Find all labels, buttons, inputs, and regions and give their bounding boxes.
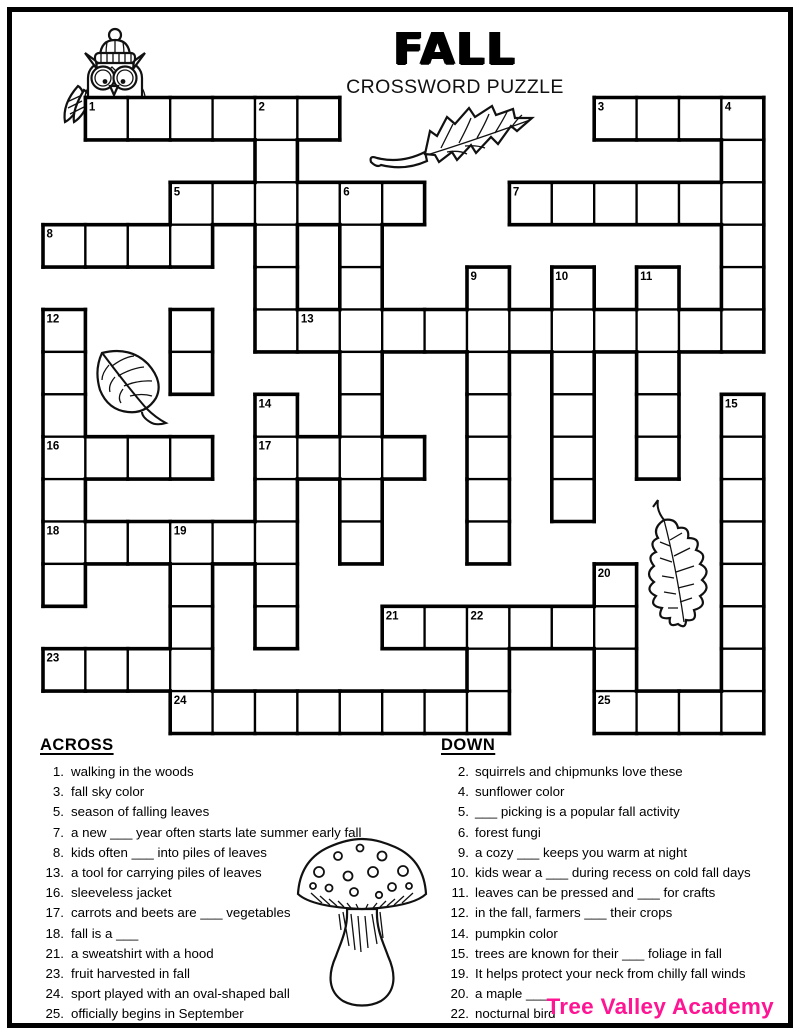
clue-text: pumpkin color xyxy=(475,925,558,941)
grid-cell[interactable] xyxy=(679,98,721,140)
grid-cell[interactable] xyxy=(255,182,297,224)
grid-cell[interactable] xyxy=(594,310,636,352)
grid-cell[interactable] xyxy=(637,437,679,479)
grid-cell[interactable] xyxy=(467,522,509,564)
clue-text: fall is a ___ xyxy=(71,925,139,941)
grid-cell[interactable] xyxy=(170,564,212,606)
clue-text: in the fall, farmers ___ their crops xyxy=(475,905,673,921)
clue-item xyxy=(441,863,791,883)
clue-item xyxy=(40,964,440,984)
clue-number: 17. xyxy=(45,905,64,921)
grid-cell[interactable] xyxy=(128,98,170,140)
cell-number: 5 xyxy=(173,186,181,199)
clue-text: sleeveless jacket xyxy=(71,885,172,901)
clue-text: carrots and beets are ___ vegetables xyxy=(71,905,291,921)
clue-number: 3. xyxy=(52,784,64,800)
cell-number: 4 xyxy=(724,101,732,114)
grid-cell[interactable] xyxy=(255,310,297,352)
cell-number: 23 xyxy=(46,652,60,665)
clue-item xyxy=(40,823,440,843)
clue-number: 21. xyxy=(45,945,64,961)
grid-cell[interactable] xyxy=(85,437,127,479)
grid-cell[interactable] xyxy=(128,225,170,267)
clue-item xyxy=(441,802,791,822)
clue-item xyxy=(40,883,440,903)
grid-cell[interactable] xyxy=(255,267,297,309)
grid-cell[interactable] xyxy=(340,394,382,436)
clue-item xyxy=(441,782,791,802)
clue-number: 13. xyxy=(45,865,64,881)
cell-number: 21 xyxy=(385,610,399,623)
grid-cell[interactable] xyxy=(382,437,424,479)
grid-cell[interactable] xyxy=(721,649,763,691)
grid-cell[interactable] xyxy=(721,267,763,309)
cell-number: 8 xyxy=(46,228,53,241)
clue-item xyxy=(441,944,791,964)
page-title: FALL xyxy=(393,24,517,75)
cell-number: 11 xyxy=(640,271,653,284)
clue-number: 24. xyxy=(45,986,64,1002)
clue-item xyxy=(40,843,440,863)
cell-number: 18 xyxy=(46,525,60,538)
grid-cell[interactable] xyxy=(255,564,297,606)
clue-text: nocturnal bird xyxy=(475,1006,556,1022)
grid-cell[interactable] xyxy=(340,267,382,309)
grid-cell[interactable] xyxy=(340,691,382,733)
clue-item xyxy=(441,964,791,984)
grid-cell[interactable] xyxy=(85,225,127,267)
grid-cell[interactable] xyxy=(255,691,297,733)
grid-cell[interactable] xyxy=(170,225,212,267)
clue-item xyxy=(441,762,791,782)
grid-cell[interactable] xyxy=(297,182,339,224)
grid-cell[interactable] xyxy=(509,606,551,648)
clue-text: a sweatshirt with a hood xyxy=(71,945,214,961)
grid-cell[interactable] xyxy=(637,394,679,436)
clue-number: 4. xyxy=(457,784,469,800)
grid-cell[interactable] xyxy=(679,310,721,352)
grid-cell[interactable] xyxy=(340,225,382,267)
page-subtitle: CROSSWORD PUZZLE xyxy=(346,76,564,98)
clue-text: trees are known for their ___ foliage in fall xyxy=(475,945,722,961)
clue-text: officially begins in September xyxy=(71,1006,244,1022)
clue-text: a new ___ year often starts late summer early fall xyxy=(71,824,362,840)
cell-number: 19 xyxy=(173,525,187,538)
cell-number: 7 xyxy=(512,186,520,199)
clue-number: 16. xyxy=(45,885,64,901)
grid-cell[interactable] xyxy=(552,479,594,521)
grid-cell[interactable] xyxy=(255,225,297,267)
clue-number: 23. xyxy=(45,966,64,982)
clue-number: 6. xyxy=(457,824,469,840)
clue-number: 7. xyxy=(52,824,64,840)
down-section xyxy=(441,736,791,1025)
grid-cell[interactable] xyxy=(637,352,679,394)
grid-cell[interactable] xyxy=(425,606,467,648)
grid-cell[interactable] xyxy=(213,182,255,224)
clue-text: It helps protect your neck from chilly fall winds xyxy=(475,966,746,982)
clue-number: 5. xyxy=(52,804,64,820)
clue-number: 8. xyxy=(52,844,64,860)
grid-cell[interactable] xyxy=(297,437,339,479)
grid-cell[interactable] xyxy=(467,394,509,436)
clue-item xyxy=(40,1004,440,1024)
clue-number: 14. xyxy=(450,925,469,941)
grid-cell[interactable] xyxy=(552,182,594,224)
clue-item xyxy=(40,762,440,782)
grid-cell[interactable] xyxy=(128,522,170,564)
cell-number: 22 xyxy=(470,610,484,623)
grid-cell[interactable] xyxy=(340,352,382,394)
grid-cell[interactable] xyxy=(594,182,636,224)
oak-leaf-icon xyxy=(636,496,708,636)
grid-cell[interactable] xyxy=(425,310,467,352)
clue-text: a cozy ___ keeps you warm at night xyxy=(475,844,688,860)
cell-number: 6 xyxy=(343,186,350,199)
grid-cell[interactable] xyxy=(43,394,85,436)
clue-text: kids often ___ into piles of leaves xyxy=(71,844,267,860)
clue-text: fruit harvested in fall xyxy=(71,966,190,982)
cell-number: 1 xyxy=(88,101,96,114)
clue-number: 1. xyxy=(52,764,64,779)
grid-cell[interactable] xyxy=(552,310,594,352)
grid-cell[interactable] xyxy=(467,437,509,479)
clue-item xyxy=(441,903,791,923)
grid-cell[interactable] xyxy=(340,310,382,352)
clue-text: leaves can be pressed and ___ for crafts xyxy=(475,885,716,901)
clue-text: a maple ___ xyxy=(475,986,549,1002)
clue-text: fall sky color xyxy=(71,784,145,800)
grid-cell[interactable] xyxy=(213,691,255,733)
cell-number: 24 xyxy=(173,695,187,708)
grid-cell[interactable] xyxy=(170,437,212,479)
grid-cell[interactable] xyxy=(552,394,594,436)
grid-cell[interactable] xyxy=(128,437,170,479)
clue-item xyxy=(40,924,440,944)
clue-text: sunflower color xyxy=(475,784,565,800)
clue-number: 18. xyxy=(45,925,64,941)
clue-item xyxy=(40,984,440,1004)
grid-cell[interactable] xyxy=(85,522,127,564)
clue-text: ___ picking is a popular fall activity xyxy=(475,804,680,820)
grid-cell[interactable] xyxy=(467,352,509,394)
grid-cell[interactable] xyxy=(679,691,721,733)
clue-number: 5. xyxy=(457,804,469,820)
maple-leaf-icon xyxy=(365,98,540,183)
clue-item xyxy=(40,863,440,883)
grid-cell[interactable] xyxy=(255,479,297,521)
grid-cell[interactable] xyxy=(721,522,763,564)
clue-number: 11. xyxy=(451,885,469,901)
grid-cell[interactable] xyxy=(340,522,382,564)
grid-cell[interactable] xyxy=(382,310,424,352)
grid-cell[interactable] xyxy=(255,606,297,648)
grid-cell[interactable] xyxy=(721,310,763,352)
grid-cell[interactable] xyxy=(255,522,297,564)
clue-number: 15. xyxy=(450,945,469,961)
grid-cell[interactable] xyxy=(43,564,85,606)
grid-cell[interactable] xyxy=(128,649,170,691)
cell-number: 25 xyxy=(597,695,611,708)
grid-cell[interactable] xyxy=(170,310,212,352)
grid-cell[interactable] xyxy=(297,98,339,140)
clue-item xyxy=(40,944,440,964)
brand-text: Tree Valley Academy xyxy=(546,994,774,1019)
grid-cell[interactable] xyxy=(467,691,509,733)
grid-cell[interactable] xyxy=(425,691,467,733)
grid-cell[interactable] xyxy=(467,310,509,352)
grid-cell[interactable] xyxy=(721,437,763,479)
clue-item xyxy=(441,843,791,863)
clue-number: 25. xyxy=(45,1006,64,1022)
title-block xyxy=(315,24,595,99)
clue-text: walking in the woods xyxy=(71,764,194,779)
birch-leaf-icon xyxy=(82,344,172,434)
clue-text: kids wear a ___ during recess on cold fall days xyxy=(475,865,751,881)
grid-cell[interactable] xyxy=(297,691,339,733)
down-list xyxy=(441,762,791,1025)
grid-cell[interactable] xyxy=(594,649,636,691)
clue-number: 12. xyxy=(450,905,469,921)
clue-item xyxy=(40,802,440,822)
across-heading: ACROSS xyxy=(40,736,114,754)
cell-number: 3 xyxy=(597,101,605,114)
grid-cell[interactable] xyxy=(637,310,679,352)
clue-number: 9. xyxy=(457,844,469,860)
cell-number: 17 xyxy=(258,440,272,453)
cell-number: 16 xyxy=(46,440,60,453)
grid-cell[interactable] xyxy=(340,437,382,479)
grid-cell[interactable] xyxy=(170,352,212,394)
clue-text: season of falling leaves xyxy=(71,804,210,820)
grid-cell[interactable] xyxy=(721,182,763,224)
grid-cell[interactable] xyxy=(679,182,721,224)
clue-item xyxy=(40,782,440,802)
cell-number: 15 xyxy=(724,398,738,411)
grid-cell[interactable] xyxy=(552,606,594,648)
cell-number: 10 xyxy=(555,271,569,284)
grid-cell[interactable] xyxy=(467,479,509,521)
clue-item xyxy=(441,883,791,903)
clue-number: 2. xyxy=(457,764,469,779)
grid-cell[interactable] xyxy=(552,352,594,394)
grid-cell[interactable] xyxy=(382,691,424,733)
grid-cell[interactable] xyxy=(43,479,85,521)
grid-cell[interactable] xyxy=(170,98,212,140)
clue-number: 10. xyxy=(450,865,469,881)
clue-item xyxy=(441,924,791,944)
clue-item xyxy=(40,903,440,923)
cell-number: 12 xyxy=(46,313,60,326)
grid-cell[interactable] xyxy=(85,649,127,691)
grid-cell[interactable] xyxy=(213,522,255,564)
clue-number: 20. xyxy=(450,986,469,1002)
clue-text: sport played with an oval-shaped ball xyxy=(71,986,290,1002)
grid-cell[interactable] xyxy=(255,140,297,182)
grid-cell[interactable] xyxy=(340,479,382,521)
cell-number: 2 xyxy=(258,101,265,114)
grid-cell[interactable] xyxy=(382,182,424,224)
cell-number: 13 xyxy=(300,313,314,326)
across-list xyxy=(40,762,440,1025)
grid-cell[interactable] xyxy=(637,182,679,224)
clue-text: forest fungi xyxy=(475,824,541,840)
grid-cell[interactable] xyxy=(509,310,551,352)
grid-cell[interactable] xyxy=(467,649,509,691)
clue-text: squirrels and chipmunks love these xyxy=(475,764,683,779)
grid-cell[interactable] xyxy=(552,437,594,479)
grid-cell[interactable] xyxy=(637,691,679,733)
down-heading: DOWN xyxy=(441,736,496,754)
grid-cell[interactable] xyxy=(170,606,212,648)
clue-text: a tool for carrying piles of leaves xyxy=(71,865,262,881)
grid-cell[interactable] xyxy=(594,606,636,648)
clue-item xyxy=(441,823,791,843)
cell-number: 9 xyxy=(470,271,477,284)
grid-cell[interactable] xyxy=(721,564,763,606)
cell-number: 20 xyxy=(597,567,611,580)
cell-number: 14 xyxy=(258,398,272,411)
grid-cell[interactable] xyxy=(637,98,679,140)
grid-cell[interactable] xyxy=(721,691,763,733)
across-section xyxy=(40,736,440,1025)
clue-number: 19. xyxy=(450,966,469,982)
grid-cell[interactable] xyxy=(721,479,763,521)
clue-number: 22. xyxy=(450,1006,469,1022)
grid-cell[interactable] xyxy=(721,140,763,182)
grid-cell[interactable] xyxy=(213,98,255,140)
grid-cell[interactable] xyxy=(721,606,763,648)
grid-cell[interactable] xyxy=(43,352,85,394)
grid-cell[interactable] xyxy=(721,225,763,267)
grid-cell[interactable] xyxy=(170,649,212,691)
